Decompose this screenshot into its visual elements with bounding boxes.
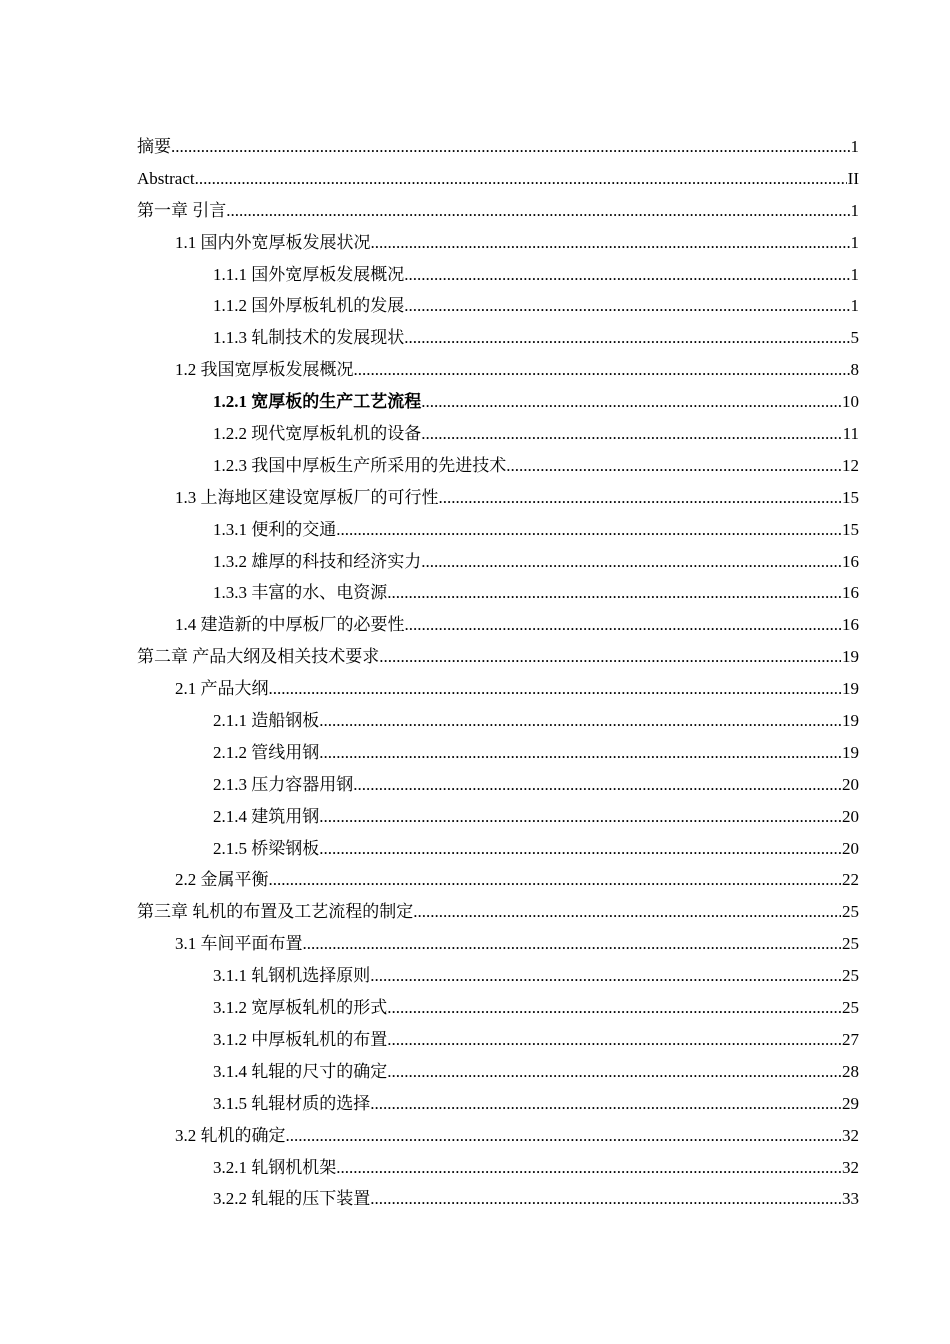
- toc-entry-page-number: 25: [842, 966, 859, 986]
- toc-dot-leader: [171, 131, 850, 163]
- toc-entry[interactable]: [137, 896, 859, 928]
- toc-entry-page-number: 12: [842, 455, 859, 475]
- toc-entry-page-number: 5: [850, 328, 859, 348]
- toc-entry-title: 2.1.3 压力容器用钢: [213, 774, 354, 794]
- toc-entry[interactable]: [137, 1183, 859, 1215]
- toc-dot-leader: [387, 1024, 841, 1056]
- toc-entry-title: 3.1 车间平面布置: [175, 934, 303, 954]
- toc-entry[interactable]: [137, 259, 859, 291]
- toc-dot-leader: [319, 705, 841, 737]
- toc-entry-title: 第三章 轧机的布置及工艺流程的制定: [137, 902, 414, 922]
- toc-dot-leader: [269, 673, 842, 705]
- toc-entry[interactable]: [137, 1120, 859, 1152]
- toc-dot-leader: [226, 195, 849, 227]
- toc-entry-page-number: 19: [842, 679, 859, 699]
- toc-entry[interactable]: [137, 1056, 859, 1088]
- toc-dot-leader: [336, 1152, 841, 1184]
- toc-dot-leader: [404, 290, 849, 322]
- toc-entry-page-number: 15: [842, 487, 859, 507]
- toc-entry-page-number: 19: [842, 647, 859, 667]
- toc-entry-title: 1.1.3 轧制技术的发展现状: [213, 328, 405, 348]
- toc-dot-leader: [195, 163, 847, 195]
- toc-entry-title: 1.2.1 宽厚板的生产工艺流程: [213, 392, 422, 412]
- toc-entry-title: 2.1 产品大纲: [175, 679, 269, 699]
- toc-entry-page-number: 25: [842, 934, 859, 954]
- toc-entry[interactable]: [137, 482, 859, 514]
- toc-entry-page-number: 25: [842, 998, 859, 1018]
- toc-entry-page-number: 25: [842, 902, 859, 922]
- toc-entry-page-number: 1: [850, 200, 859, 220]
- toc-entry[interactable]: [137, 514, 859, 546]
- toc-dot-leader: [439, 482, 842, 514]
- toc-entry[interactable]: [137, 641, 859, 673]
- toc-dot-leader: [370, 960, 841, 992]
- toc-dot-leader: [387, 577, 841, 609]
- toc-entry[interactable]: [137, 928, 859, 960]
- toc-entry[interactable]: [137, 705, 859, 737]
- toc-entry-title: 2.1.1 造船钢板: [213, 711, 320, 731]
- toc-entry-title: 1.1.2 国外厚板轧机的发展: [213, 296, 405, 316]
- toc-dot-leader: [405, 609, 842, 641]
- toc-entry-page-number: 20: [842, 806, 859, 826]
- toc-dot-leader: [370, 1088, 841, 1120]
- toc-entry-title: 3.1.2 宽厚板轧机的形式: [213, 998, 388, 1018]
- toc-entry-title: 1.1.1 国外宽厚板发展概况: [213, 264, 405, 284]
- toc-entry-title: 2.2 金属平衡: [175, 870, 269, 890]
- toc-entry-page-number: 20: [842, 838, 859, 858]
- toc-entry[interactable]: [137, 290, 859, 322]
- toc-entry-title: 3.2 轧机的确定: [175, 1125, 286, 1145]
- toc-entry-title: 1.4 建造新的中厚板厂的必要性: [175, 615, 405, 635]
- toc-entry[interactable]: [137, 1088, 859, 1120]
- toc-entry[interactable]: [137, 801, 859, 833]
- toc-dot-leader: [354, 354, 850, 386]
- toc-entry[interactable]: [137, 195, 859, 227]
- toc-entry-title: 1.3.2 雄厚的科技和经济实力: [213, 551, 422, 571]
- toc-dot-leader: [303, 928, 842, 960]
- toc-dot-leader: [387, 1056, 841, 1088]
- toc-entry-page-number: 27: [842, 1029, 859, 1049]
- toc-entry-title: 1.2.2 现代宽厚板轧机的设备: [213, 424, 422, 444]
- toc-entry-title: 3.1.2 中厚板轧机的布置: [213, 1029, 388, 1049]
- toc-entry[interactable]: [137, 322, 859, 354]
- toc-entry-title: 2.1.2 管线用钢: [213, 742, 320, 762]
- toc-dot-leader: [421, 418, 841, 450]
- toc-entry-title: 1.1 国内外宽厚板发展状况: [175, 232, 371, 252]
- toc-entry-title: 2.1.5 桥梁钢板: [213, 838, 320, 858]
- toc-entry-page-number: 1: [850, 137, 859, 156]
- toc-dot-leader: [319, 801, 841, 833]
- toc-entry-page-number: 1: [850, 264, 859, 284]
- toc-entry[interactable]: [137, 1152, 859, 1184]
- toc-entry-title: 3.2.1 轧钢机机架: [213, 1157, 337, 1177]
- toc-dot-leader: [353, 769, 841, 801]
- toc-entry-page-number: 16: [842, 551, 859, 571]
- toc-entry-title: 3.1.4 轧辊的尺寸的确定: [213, 1061, 388, 1081]
- toc-entry-page-number: 10: [842, 392, 859, 412]
- toc-entry[interactable]: [137, 577, 859, 609]
- toc-entry-page-number: 15: [842, 519, 859, 539]
- toc-entry-title: 摘要: [137, 137, 171, 156]
- toc-entry-page-number: 19: [842, 742, 859, 762]
- toc-entry[interactable]: [137, 769, 859, 801]
- toc-dot-leader: [319, 833, 841, 865]
- toc-dot-leader: [379, 641, 841, 673]
- toc-dot-leader: [336, 514, 841, 546]
- toc-entry-title: 1.3.3 丰富的水、电资源: [213, 583, 388, 603]
- toc-dot-leader: [506, 450, 841, 482]
- toc-entry-page-number: II: [847, 168, 859, 188]
- toc-dot-leader: [421, 386, 841, 418]
- toc-entry[interactable]: [137, 163, 859, 195]
- toc-entry-page-number: 16: [842, 583, 859, 603]
- toc-entry-title: 1.3.1 便利的交通: [213, 519, 337, 539]
- toc-entry[interactable]: [137, 1024, 859, 1056]
- toc-entry-page-number: 32: [842, 1125, 859, 1145]
- toc-dot-leader: [286, 1120, 842, 1152]
- toc-entry-page-number: 11: [842, 424, 859, 444]
- toc-entry[interactable]: [137, 609, 859, 641]
- toc-entry[interactable]: [137, 450, 859, 482]
- toc-dot-leader: [370, 1183, 841, 1215]
- toc-dot-leader: [404, 322, 849, 354]
- toc-entry[interactable]: [137, 546, 859, 578]
- toc-entry[interactable]: [137, 386, 859, 418]
- toc-entry-title: 3.1.1 轧钢机选择原则: [213, 966, 371, 986]
- toc-dot-leader: [404, 259, 849, 291]
- toc-entry[interactable]: [137, 992, 859, 1024]
- toc-entry-title: 3.1.5 轧辊材质的选择: [213, 1093, 371, 1113]
- toc-dot-leader: [387, 992, 841, 1024]
- toc-entry-page-number: 1: [850, 232, 859, 252]
- toc-entry-page-number: 20: [842, 774, 859, 794]
- toc-entry[interactable]: [137, 354, 859, 386]
- toc-entry[interactable]: [137, 960, 859, 992]
- toc-entry-page-number: 16: [842, 615, 859, 635]
- toc-entry[interactable]: [137, 864, 859, 896]
- toc-dot-leader: [319, 737, 841, 769]
- toc-entry-page-number: 19: [842, 711, 859, 731]
- toc-dot-leader: [413, 896, 841, 928]
- toc-entry-page-number: 1: [850, 296, 859, 316]
- toc-dot-leader: [421, 546, 841, 578]
- toc-entry[interactable]: [137, 418, 859, 450]
- toc-entry-title: 第一章 引言: [137, 200, 227, 220]
- toc-entry-title: 1.2 我国宽厚板发展概况: [175, 360, 354, 380]
- table-of-contents: [137, 131, 859, 1215]
- toc-entry-page-number: 32: [842, 1157, 859, 1177]
- toc-entry-title: 3.2.2 轧辊的压下装置: [213, 1189, 371, 1209]
- toc-entry-title: 第二章 产品大纲及相关技术要求: [137, 647, 380, 667]
- toc-entry-title: 1.3 上海地区建设宽厚板厂的可行性: [175, 487, 439, 507]
- toc-entry[interactable]: [137, 737, 859, 769]
- toc-entry-page-number: 33: [842, 1189, 859, 1209]
- toc-entry-page-number: 29: [842, 1093, 859, 1113]
- toc-entry[interactable]: [137, 673, 859, 705]
- toc-entry[interactable]: [137, 131, 859, 163]
- toc-entry-page-number: 28: [842, 1061, 859, 1081]
- toc-entry-title: Abstract: [137, 168, 195, 188]
- toc-entry-page-number: 22: [842, 870, 859, 890]
- toc-entry[interactable]: [137, 227, 859, 259]
- toc-dot-leader: [269, 864, 842, 896]
- toc-entry-title: 1.2.3 我国中厚板生产所采用的先进技术: [213, 455, 507, 475]
- toc-entry[interactable]: [137, 833, 859, 865]
- toc-entry-page-number: 8: [850, 360, 859, 380]
- toc-dot-leader: [371, 227, 850, 259]
- toc-entry-title: 2.1.4 建筑用钢: [213, 806, 320, 826]
